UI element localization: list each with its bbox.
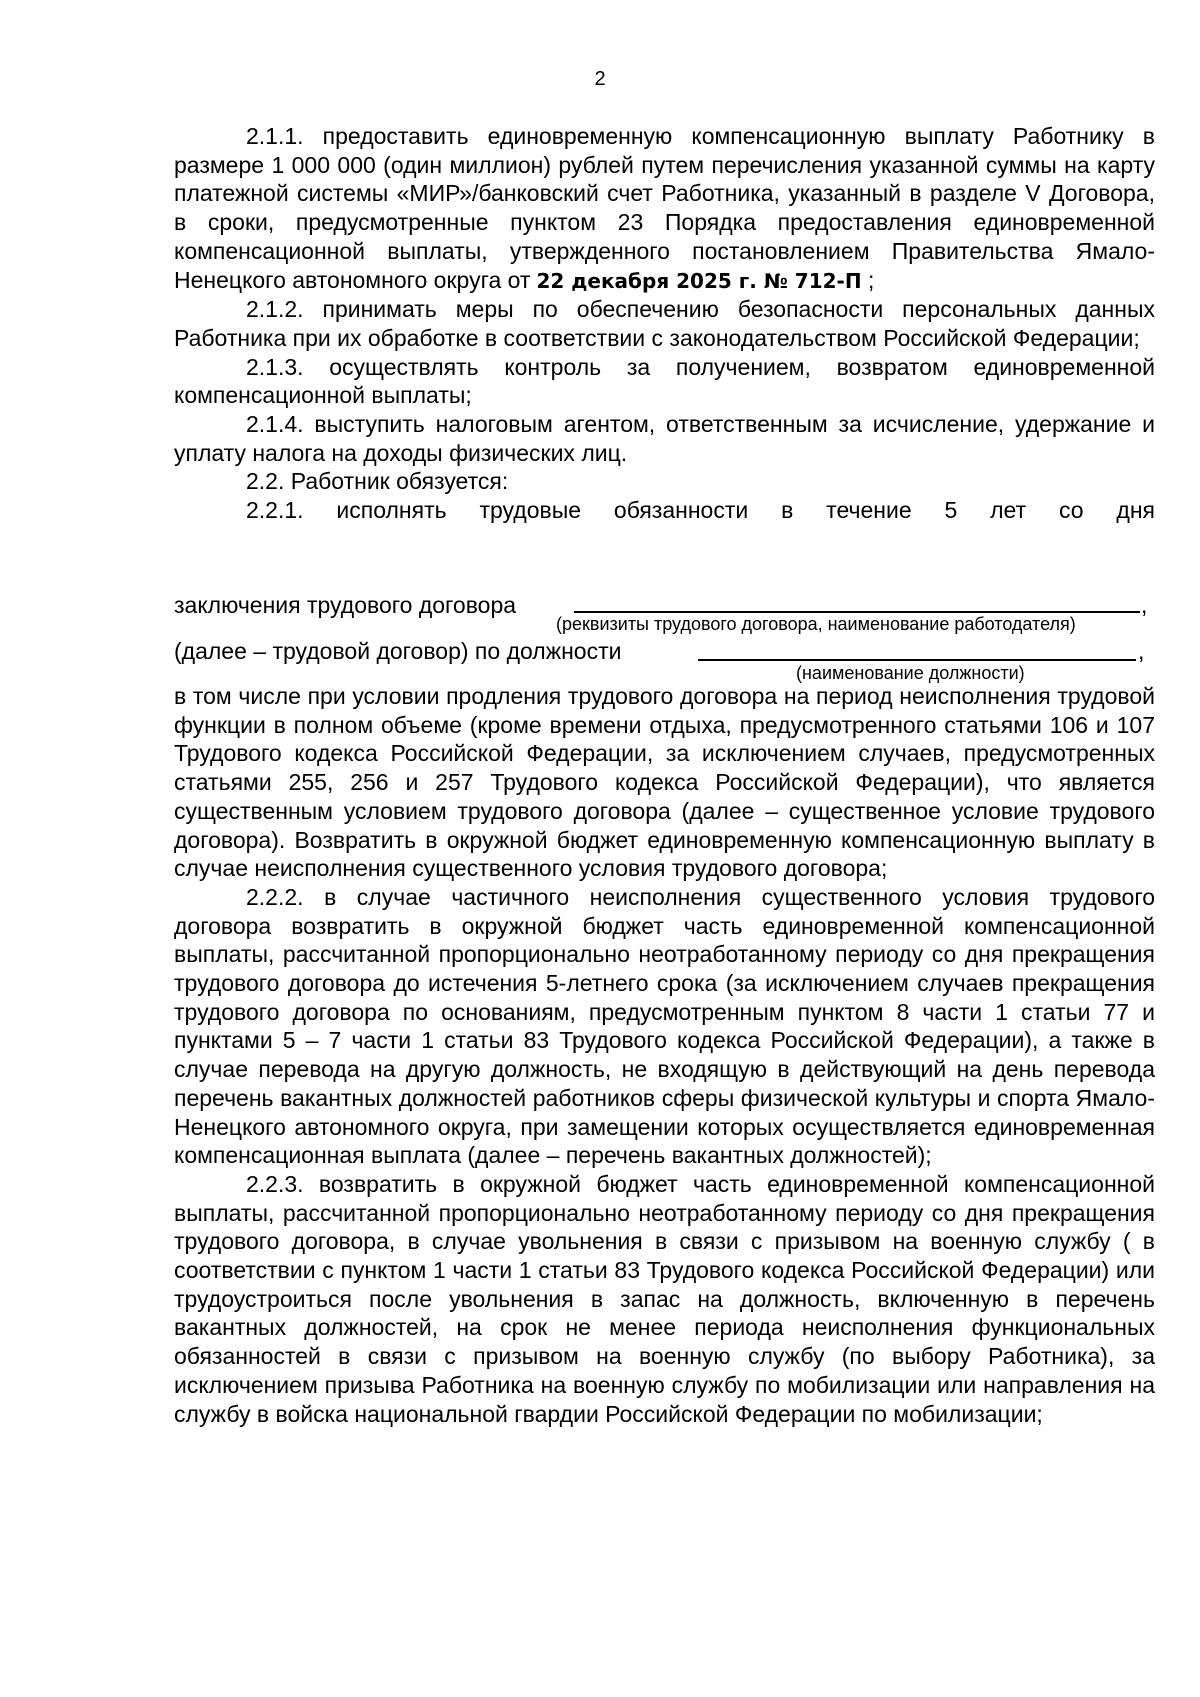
clause-2-1-1-text: 2.1.1. предоставить единовременную компенсационную выплату Работнику в размере 1 000 000 (один миллион) рублей путем перечисления указанной суммы на карту платежной системы «МИР»/банковский счет Работника, указанный в разделе V Договора, в сроки, предусмотренные пунктом 23 Порядка предоставления единовременной компенсационной выплаты, утвержденного постановлением Правительства Ямало-Ненецкого автономного округа от	[174, 123, 1155, 293]
clause-2-1-3: 2.1.3. осуществлять контроль за получением, возвратом единовременной компенсационной выплаты;	[174, 353, 1155, 409]
position-blank[interactable]	[698, 659, 1136, 661]
clause-2-2: 2.2. Работник обязуется:	[246, 468, 509, 495]
clause-2-2-1-line2	[174, 591, 516, 620]
clause-2-2-3: 2.2.3. возвратить в окружной бюджет часть единовременной компенсационной выплаты, рассчитанной пропорционально неотработанному периоду со дня прекращения трудового договора, в случае увольнения в связи с призывом на военную службу ( в соответствии с пунктом 1 части 1 статьи 83 Трудового кодекса Российской Федерации) или трудоустроиться после увольнения в запас на должность, включенную в перечень вакантных должностей, на срок не менее периода неисполнения функциональных обязанностей в связи с призывом на военную службу (по выбору Работника), за исключением призыва Работника на военную службу по мобилизации или направления на службу в войска национальной гвардии Российской Федерации по мобилизации;	[174, 1170, 1155, 1427]
clause-2-1-4: 2.1.4. выступить налоговым агентом, ответственным за исчисление, удержание и уплату налога на доходы физических лиц.	[174, 411, 1155, 466]
resolution-date-stamp: 22 декабря 2025 г. № 712-П	[536, 268, 862, 293]
clause-2-1-1-end: ;	[867, 266, 875, 293]
contract-details-caption: (реквизиты трудового договора, наименование работодателя)	[556, 614, 1076, 634]
position-caption: (наименование должности)	[796, 663, 1025, 683]
clause-2-1-2: 2.1.2. принимать меры по обеспечению безопасности персональных данных Работника при их обработке в соответствии с законодательством Российской Федерации;	[174, 296, 1155, 351]
section-2-1-text	[174, 122, 1155, 525]
contract-comma: ,	[1141, 592, 1148, 618]
page-number: 2	[594, 68, 606, 90]
contract-details-blank[interactable]	[574, 611, 1140, 613]
clause-2-2-1-line3	[174, 637, 621, 666]
clause-2-1-1	[174, 122, 1155, 295]
section-2-2-text	[174, 682, 1155, 1428]
contract-label: заключения трудового договора	[174, 592, 517, 618]
position-comma: ,	[1138, 638, 1145, 664]
clause-2-2-2: 2.2.2. в случае частичного неисполнения существенного условия трудового договора возвратить в окружной бюджет часть единовременной компенсационной выплаты, рассчитанной пропорционально неотработанному периоду со дня прекращения трудового договора до истечения 5-летнего срока (за исключением случаев прекращения трудового договора по основаниям, предусмотренным пунктом 8 части 1 статьи 77 и пунктами 5 – 7 части 1 статьи 83 Трудового кодекса Российской Федерации), а также в случае перевода на другую должность, не входящую в действующий на день перевода перечень вакантных должностей работников сферы физической культуры и спорта Ямало-Ненецкого автономного округа, при замещении которых осуществляется единовременная компенсационная выплата (далее – перечень вакантных должностей);	[174, 883, 1155, 1169]
position-label: (далее – трудовой договор) по должности	[174, 638, 622, 664]
clause-2-2-1-continued: в том числе при условии продления трудового договора на период неисполнения трудовой функции в полном объеме (кроме времени отдыха, предусмотренного статьями 106 и 107 Трудового кодекса Российской Федерации, за исключением случаев, предусмотренных статьями 255, 256 и 257 Трудового кодекса Российской Федерации), что является существенным условием трудового договора (далее – существенное условие трудового договора). Возвратить в окружной бюджет единовременную компенсационную выплату в случае неисполнения существенного условия трудового договора;	[174, 683, 1155, 882]
clause-2-2-1-line1: 2.2.1. исполнять трудовые обязанности в течение 5 лет со дня	[246, 497, 1155, 524]
